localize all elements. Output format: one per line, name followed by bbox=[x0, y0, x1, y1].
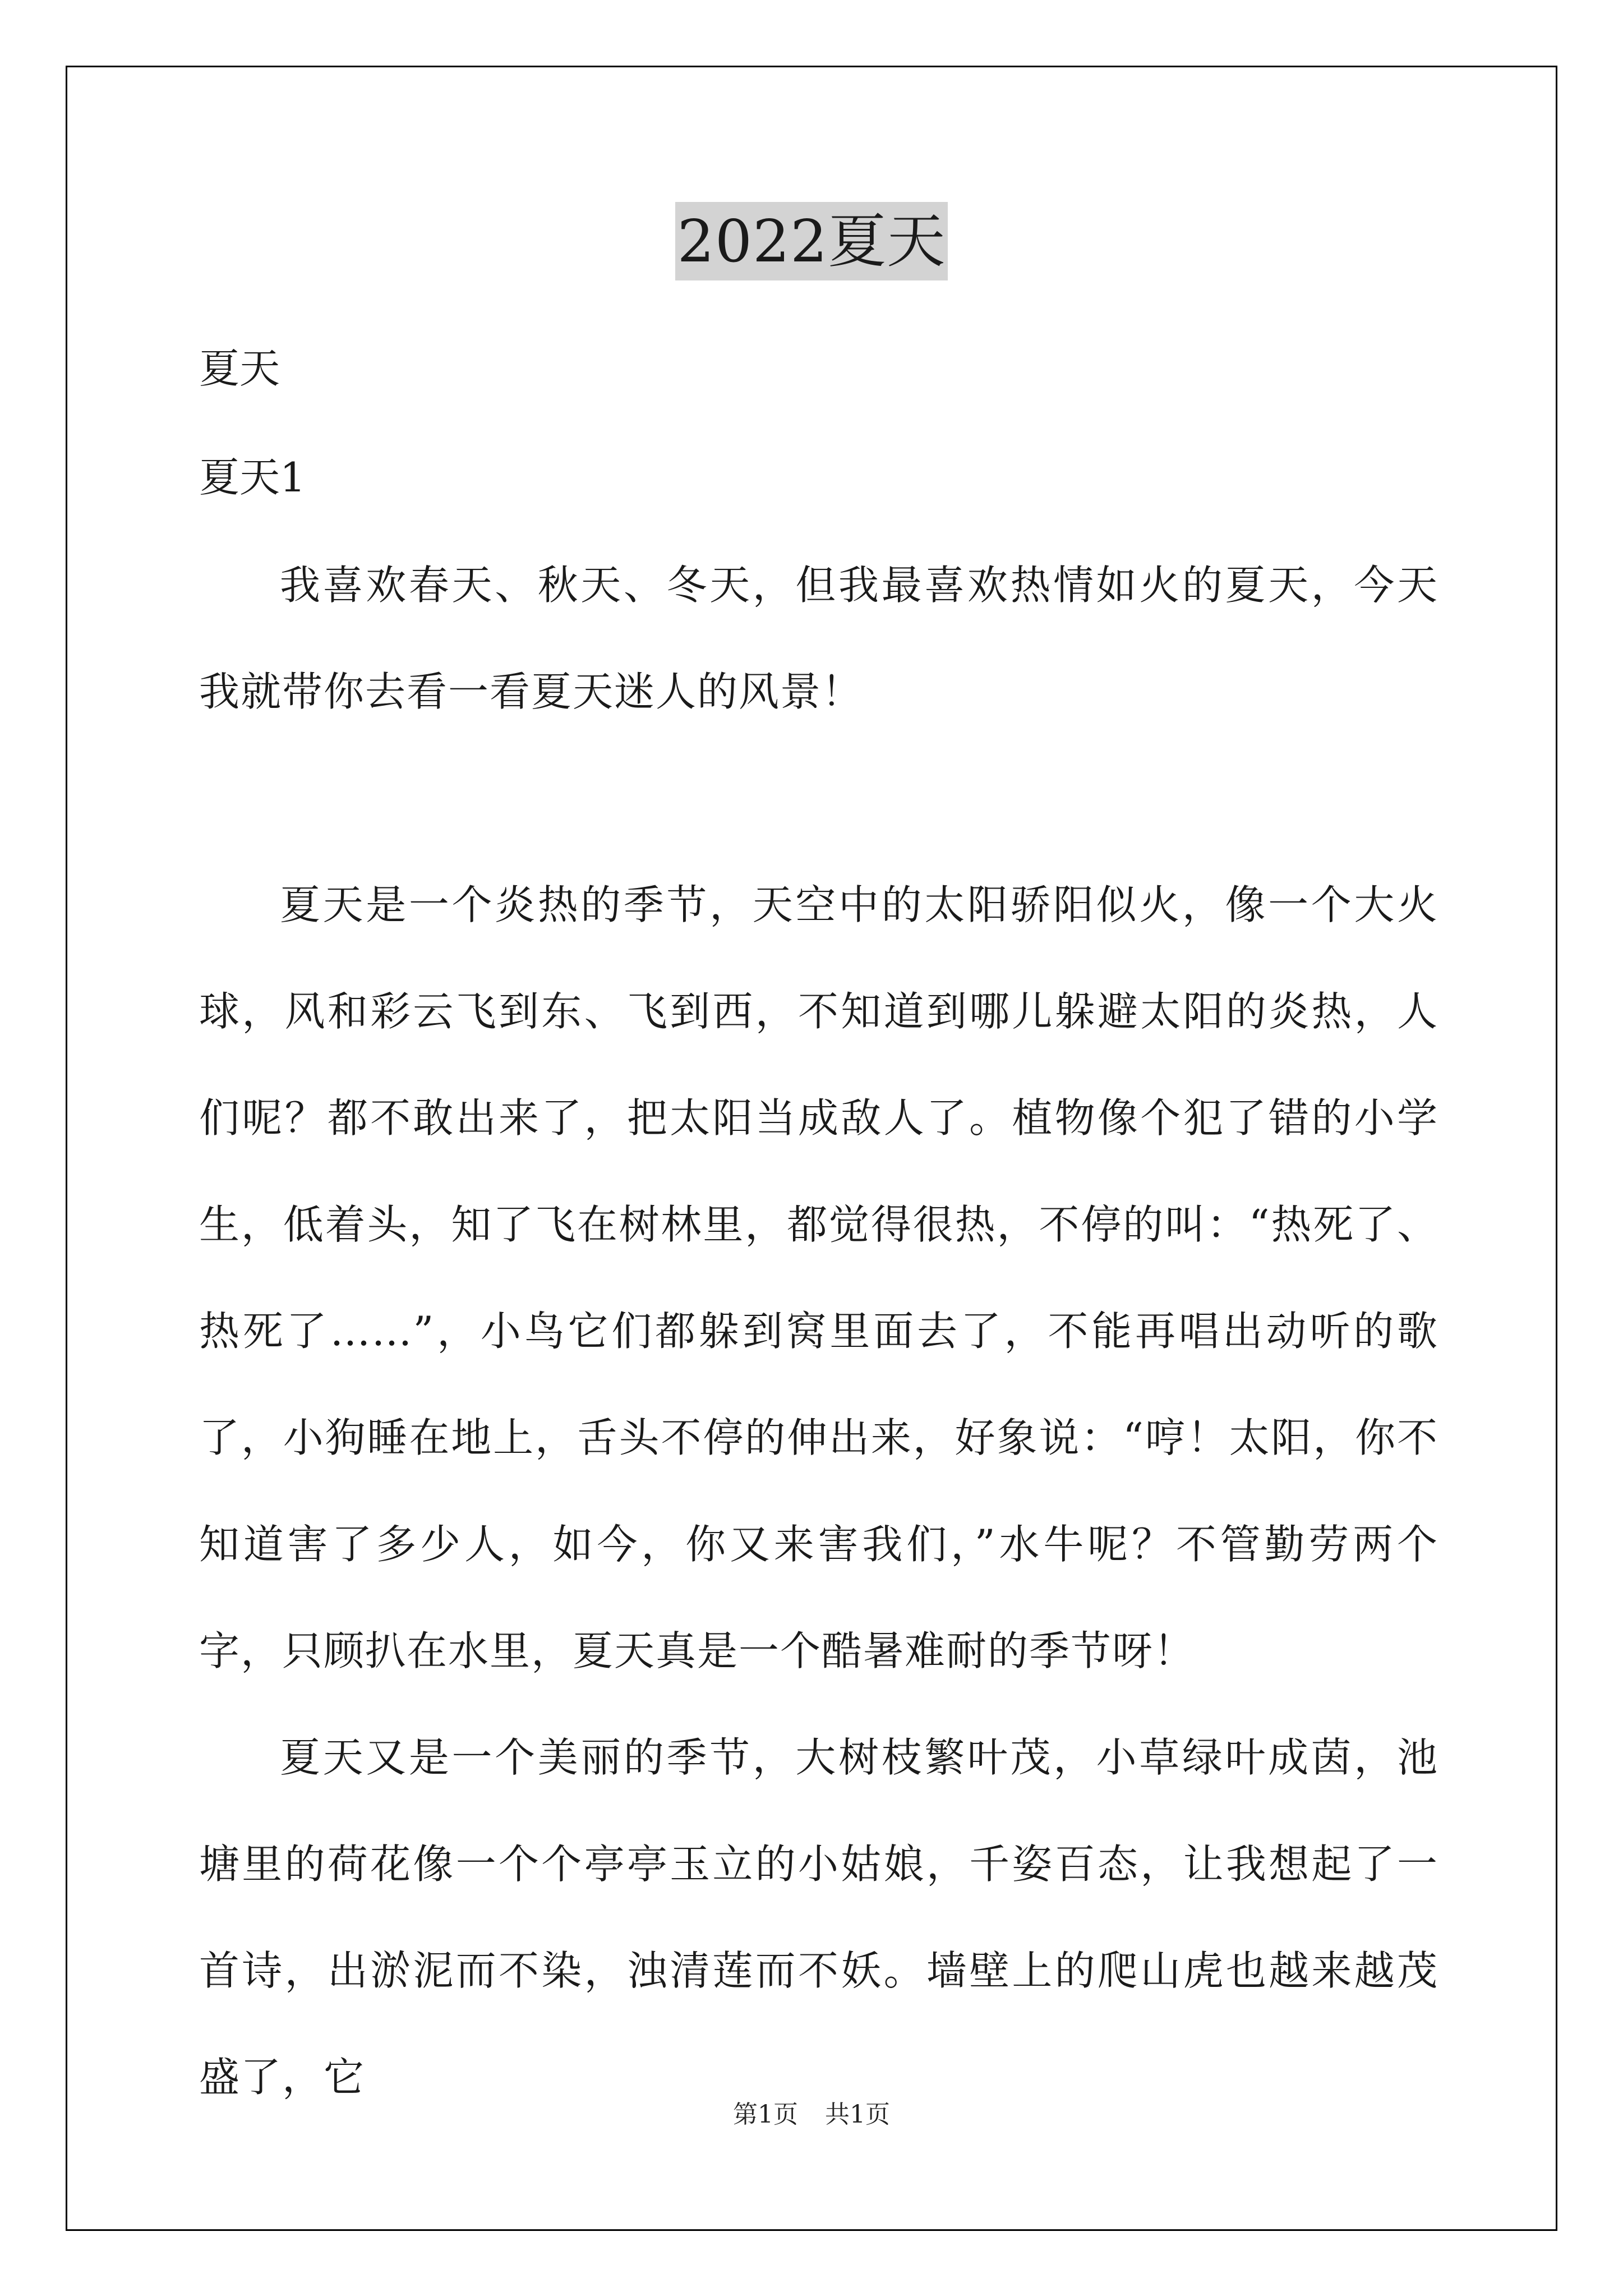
page-total: 共1页 bbox=[825, 2100, 890, 2129]
subsection-heading: 夏天1 bbox=[199, 454, 306, 501]
page-number: 第1页 bbox=[733, 2100, 798, 2129]
section-heading: 夏天 bbox=[199, 345, 280, 392]
title-container bbox=[0, 202, 1623, 280]
document-body bbox=[199, 314, 1438, 2131]
blank-line bbox=[199, 745, 1438, 852]
document-title: 2022夏天 bbox=[675, 202, 948, 280]
paragraph-intro: 我喜欢春天、秋天、冬天，但我最喜欢热情如火的夏天，今天我就带你去看一看夏天迷人的风景！ bbox=[199, 562, 1438, 715]
paragraph-beautiful-summer: 夏天又是一个美丽的季节，大树枝繁叶茂，小草绿叶成茵，池塘里的荷花像一个个亭亭玉立的小姑娘，千姿百态，让我想起了一首诗，出淤泥而不染，浊清莲而不妖。墙壁上的爬山虎也越来越茂盛了，它 bbox=[199, 1734, 1438, 2101]
page-footer bbox=[0, 2098, 1623, 2132]
paragraph-hot-summer: 夏天是一个炎热的季节，天空中的太阳骄阳似火，像一个大火球，风和彩云飞到东、飞到西，不知道到哪儿躲避太阳的炎热，人们呢？都不敢出来了，把太阳当成敌人了。植物像个犯了错的小学生，低着头，知了飞在树林里，都觉得很热，不停的叫：“热死了、热死了……”，小鸟它们都躲到窝里面去了，不能再唱出动听的歌了，小狗睡在地上，舌头不停的伸出来，好象说：“哼！太阳，你不知道害了多少人，如今，你又来害我们，”水牛呢？不管勤劳两个字，只顾扒在水里，夏天真是一个酷暑难耐的季节呀！ bbox=[199, 881, 1438, 1674]
